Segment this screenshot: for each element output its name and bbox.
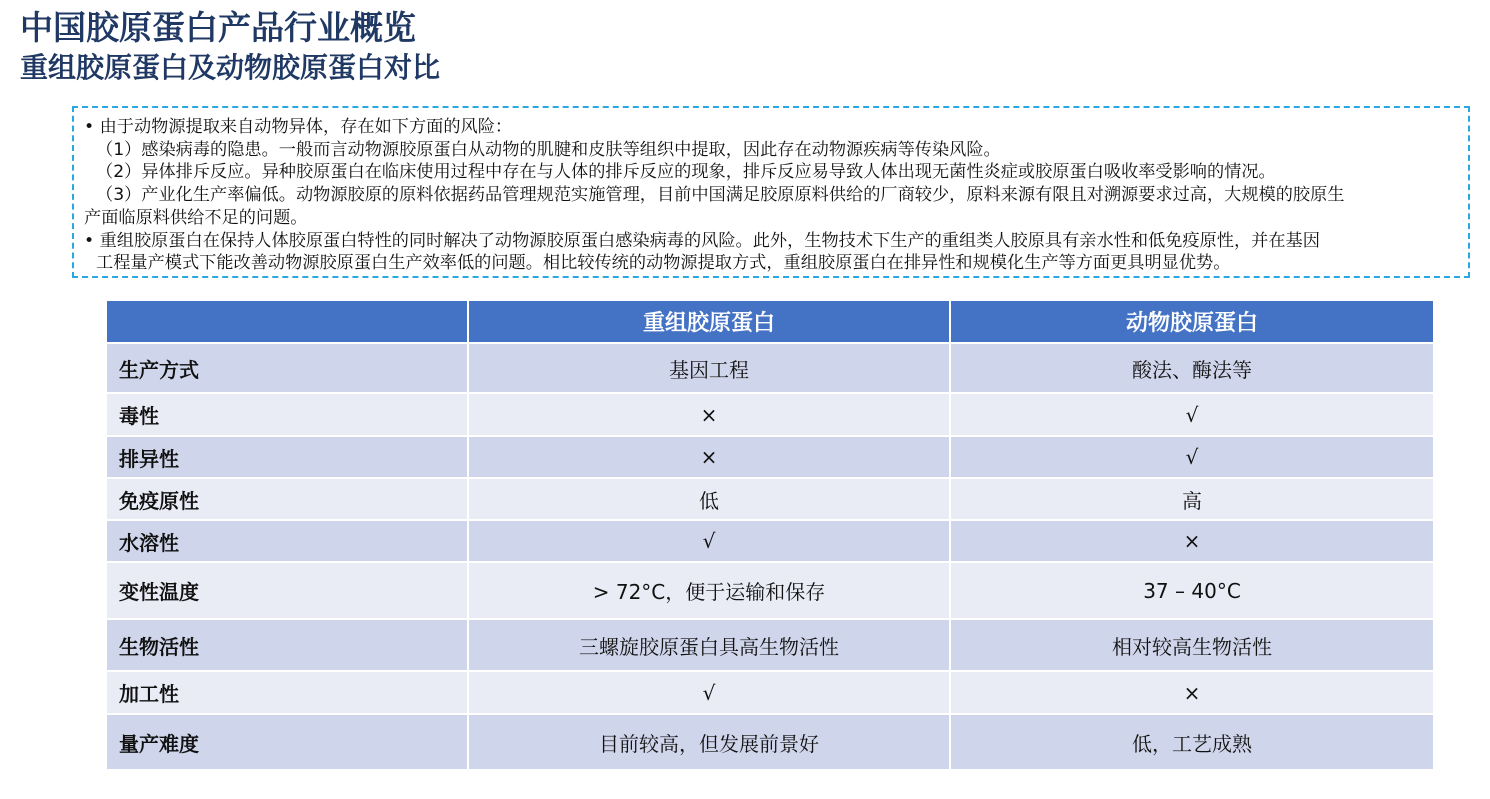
row-label: 水溶性	[107, 521, 469, 563]
note-bullet-recombinant: • 重组胶原蛋白在保持人体胶原蛋白特性的同时解决了动物源胶原蛋白感染病毒的风险。此外，生物技术下生产的重组类人胶原具有亲水性和低免疫原性，并在基因	[84, 230, 1320, 251]
table-row	[107, 394, 1433, 437]
table-row	[107, 563, 1433, 620]
page-title: 中国胶原蛋白产品行业概览	[20, 8, 416, 47]
table-header-row	[107, 301, 1433, 344]
page-subtitle: 重组胶原蛋白及动物胶原蛋白对比	[20, 51, 441, 84]
comparison-table	[107, 301, 1433, 771]
cell-animal: ×	[951, 672, 1433, 715]
table-row	[107, 715, 1433, 771]
table-row	[107, 672, 1433, 715]
cell-animal: √	[951, 394, 1433, 437]
row-label: 免疫原性	[107, 479, 469, 521]
cell-animal: 低，工艺成熟	[951, 715, 1433, 771]
cell-recombinant: ×	[469, 394, 951, 437]
table-row	[107, 437, 1433, 479]
row-label: 毒性	[107, 394, 469, 437]
note-item-productivity: （3）产业化生产率偏低。动物源胶原的原料依据药品管理规范实施管理，目前中国满足胶原原料供给的厂商较少，原料来源有限且对溯源要求过高，大规模的胶原生	[96, 185, 1345, 206]
cell-animal: ×	[951, 521, 1433, 563]
table-row	[107, 479, 1433, 521]
row-label: 变性温度	[107, 563, 469, 620]
cell-recombinant: √	[469, 521, 951, 563]
cell-animal: √	[951, 437, 1433, 479]
table-row	[107, 344, 1433, 394]
note-bullet-animal-risks: • 由于动物源提取来自动物异体，存在如下方面的风险：	[84, 117, 513, 137]
risk-notes-box	[72, 106, 1470, 278]
cell-recombinant: 基因工程	[469, 344, 951, 394]
row-label: 排异性	[107, 437, 469, 479]
row-label: 量产难度	[107, 715, 469, 771]
cell-animal: 高	[951, 479, 1433, 521]
note-bullet-recombinant-cont: 工程量产模式下能改善动物源胶原蛋白生产效率低的问题。相比较传统的动物源提取方式，重组胶原蛋白在排异性和规模化生产等方面更具明显优势。	[96, 253, 1231, 274]
note-item-rejection: （2）异体排斥反应。异种胶原蛋白在临床使用过程中存在与人体的排斥反应的现象，排斥反应易导致人体出现无菌性炎症或胶原蛋白吸收率受影响的情况。	[96, 162, 1276, 183]
note-item-virus: （1）感染病毒的隐患。一般而言动物源胶原蛋白从动物的肌腱和皮肤等组织中提取，因此存在动物源疾病等传染风险。	[96, 139, 1001, 160]
cell-animal: 相对较高生物活性	[951, 620, 1433, 672]
cell-recombinant: 三螺旋胶原蛋白具高生物活性	[469, 620, 951, 672]
header-cell-recombinant: 重组胶原蛋白	[469, 301, 951, 344]
cell-recombinant: √	[469, 672, 951, 715]
cell-animal: 酸法、酶法等	[951, 344, 1433, 394]
table-row	[107, 521, 1433, 563]
header-cell-blank	[107, 301, 469, 344]
row-label: 生物活性	[107, 620, 469, 672]
header-cell-animal: 动物胶原蛋白	[951, 301, 1433, 344]
cell-animal: 37 – 40°C	[951, 563, 1433, 620]
cell-recombinant: 目前较高，但发展前景好	[469, 715, 951, 771]
row-label: 生产方式	[107, 344, 469, 394]
cell-recombinant: 低	[469, 479, 951, 521]
cell-recombinant: ×	[469, 437, 951, 479]
note-item-productivity-cont: 产面临原料供给不足的问题。	[84, 207, 308, 228]
row-label: 加工性	[107, 672, 469, 715]
cell-recombinant: > 72°C，便于运输和保存	[469, 563, 951, 620]
table-row	[107, 620, 1433, 672]
